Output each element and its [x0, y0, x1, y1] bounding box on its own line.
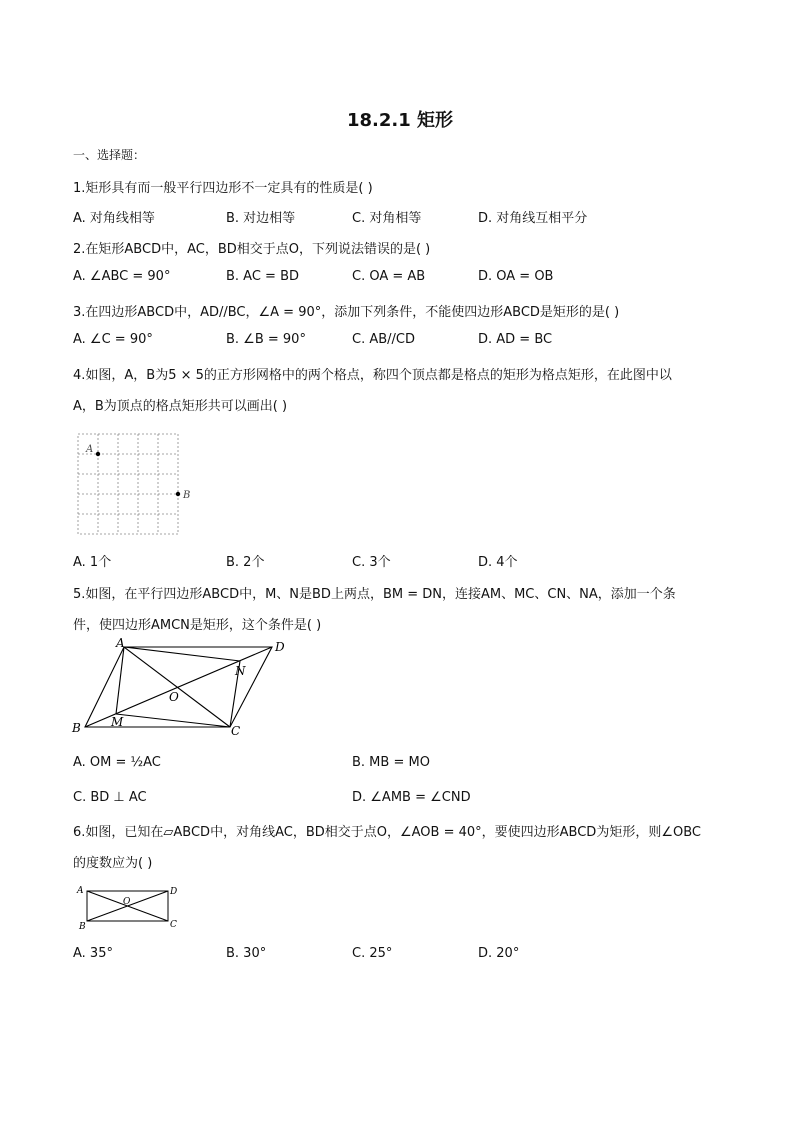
question-5-line-2: 件，使四边形AMCN是矩形，这个条件是( ) [73, 618, 322, 633]
grid-point-a [96, 452, 100, 456]
label-a: A [86, 444, 94, 455]
label-n: N [235, 664, 246, 678]
q6-option-b[interactable]: B. 30° [226, 946, 267, 961]
label-a: A [116, 637, 125, 650]
q4-option-a[interactable]: A. 1个 [73, 555, 112, 570]
q3-option-c[interactable]: C. AB//CD [352, 332, 416, 347]
grid-point-b [176, 492, 180, 496]
q3-option-a[interactable]: A. ∠C = 90° [73, 332, 153, 347]
q1-option-c[interactable]: C. 对角相等 [352, 211, 422, 226]
question-6-line-1: 6.如图，已知在▱ABCD中，对角线AC，BD相交于点O，∠AOB = 40°，要使四边形ABCD为矩形，则∠OBC [73, 825, 701, 840]
q4-option-b[interactable]: B. 2个 [226, 555, 265, 570]
q6-option-a[interactable]: A. 35° [73, 946, 113, 961]
label-b: B [183, 490, 191, 501]
q3-option-b[interactable]: B. ∠B = 90° [226, 332, 306, 347]
question-2: 2.在矩形ABCD中，AC，BD相交于点O，下列说法错误的是( ) [73, 242, 431, 257]
question-6-line-2: 的度数应为( ) [73, 856, 153, 871]
label-b: B [72, 721, 81, 735]
q2-option-c[interactable]: C. OA = AB [352, 269, 426, 284]
label-d: D [170, 887, 178, 897]
label-d: D [275, 640, 285, 654]
q2-option-a[interactable]: A. ∠ABC = 90° [73, 269, 171, 284]
label-c: C [170, 920, 177, 930]
q1-option-a[interactable]: A. 对角线相等 [73, 211, 155, 226]
question-1: 1.矩形具有而一般平行四边形不一定具有的性质是( ) [73, 181, 373, 196]
q1-option-b[interactable]: B. 对边相等 [226, 211, 296, 226]
q5-option-a[interactable]: A. OM = ½AC [73, 755, 161, 770]
q5-option-d[interactable]: D. ∠AMB = ∠CND [352, 790, 471, 805]
question-3: 3.在四边形ABCD中，AD//BC，∠A = 90°，添加下列条件，不能使四边形ABCD是矩形的是( ) [73, 305, 620, 320]
label-b: B [79, 922, 86, 931]
q2-option-d[interactable]: D. OA = OB [478, 269, 554, 284]
q4-grid-figure [76, 432, 196, 536]
label-a: A [77, 886, 84, 896]
section-heading: 一、选择题： [73, 148, 146, 162]
question-4-line-1: 4.如图，A，B为5 × 5的正方形网格中的两个格点，称四个顶点都是格点的矩形为格点矩形，在此图中以 [73, 368, 672, 383]
question-4-line-2: A，B为顶点的格点矩形共可以画出( ) [73, 399, 288, 414]
q4-option-c[interactable]: C. 3个 [352, 555, 391, 570]
q6-option-c[interactable]: C. 25° [352, 946, 393, 961]
label-m: M [111, 715, 124, 729]
question-5-line-1: 5.如图，在平行四边形ABCD中，M、N是BD上两点，BM = DN，连接AM、MC、CN、NA，添加一个条 [73, 587, 676, 602]
label-o: O [169, 690, 179, 704]
q3-option-d[interactable]: D. AD = BC [478, 332, 553, 347]
q5-option-c[interactable]: C. BD ⊥ AC [73, 790, 147, 805]
q1-option-d[interactable]: D. 对角线互相平分 [478, 211, 588, 226]
q5-option-b[interactable]: B. MB = MO [352, 755, 430, 770]
q2-option-b[interactable]: B. AC = BD [226, 269, 300, 284]
page-title: 18.2.1 矩形 [347, 110, 454, 131]
label-o: O [123, 897, 131, 907]
q6-rectangle-figure [76, 883, 182, 931]
q4-option-d[interactable]: D. 4个 [478, 555, 518, 570]
label-c: C [231, 724, 241, 738]
q5-parallelogram-figure [68, 637, 294, 739]
q6-option-d[interactable]: D. 20° [478, 946, 520, 961]
